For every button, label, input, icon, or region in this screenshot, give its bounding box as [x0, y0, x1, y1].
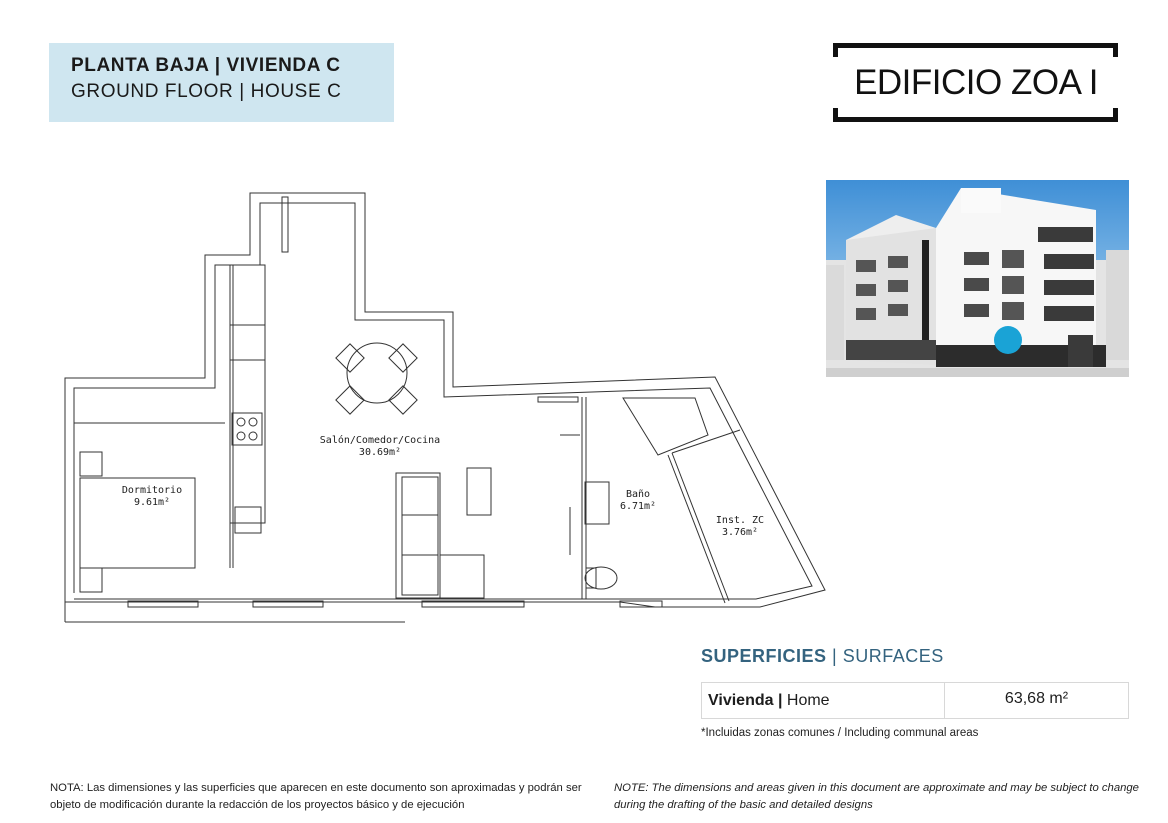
logo-frame-top [833, 43, 1118, 48]
room-area: 3.76m² [721, 527, 759, 538]
plan-title-box [49, 43, 394, 122]
room-name: Baño [625, 489, 651, 500]
plan-outer-wall [65, 193, 825, 622]
surfaces-label-en: Home [786, 692, 830, 709]
logo-frame-right-bottom [1113, 108, 1118, 122]
room-area: 30.69m² [358, 447, 402, 458]
surfaces-heading-separator: | [832, 646, 838, 666]
building-logo [833, 43, 1118, 122]
surfaces-heading [701, 645, 944, 667]
room-label-salon [315, 435, 445, 459]
room-label-inst-zc [705, 515, 775, 539]
plan-outer-wall-inner [74, 203, 812, 599]
room-name: Salón/Comedor/Cocina [319, 435, 441, 446]
surfaces-heading-en: SURFACES [842, 646, 944, 666]
logo-frame-right-top [1113, 43, 1118, 57]
surfaces-label-cell [702, 683, 945, 718]
disclaimer-english: NOTE: The dimensions and areas given in this document are approximate and may be subject to change during the drafting of the basic and detailed designs [614, 782, 1139, 811]
logo-frame-left-top [833, 43, 838, 57]
surfaces-heading-es: SUPERFICIES [701, 646, 827, 666]
floor-plan [60, 185, 830, 630]
plan-title-spanish: PLANTA BAJA | VIVIENDA C [71, 55, 341, 76]
room-area: 6.71m² [619, 501, 657, 512]
building-render-image [826, 180, 1129, 377]
plan-title-english: GROUND FLOOR | HOUSE C [71, 81, 342, 102]
room-name: Dormitorio [121, 485, 183, 496]
logo-text: EDIFICIO ZOA I [854, 63, 1098, 102]
surfaces-value: 63,68 m² [1004, 690, 1069, 707]
surfaces-note: *Incluidas zonas comunes / Including communal areas [701, 727, 979, 739]
room-area: 9.61m² [133, 497, 171, 508]
room-name: Inst. ZC [715, 515, 765, 526]
logo-frame-left-bottom [833, 108, 838, 122]
surfaces-table [701, 682, 1129, 719]
disclaimer-spanish: NOTA: Las dimensiones y las superficies que aparecen en este documento son aproximadas y podrán ser objeto de modificación durante la redacción de los proyectos básico y de ejecución [50, 782, 582, 811]
surfaces-label-es: Vivienda | [708, 692, 783, 709]
room-label-dormitorio [112, 485, 192, 509]
logo-frame-bottom [833, 117, 1118, 122]
room-label-bano [613, 489, 663, 513]
